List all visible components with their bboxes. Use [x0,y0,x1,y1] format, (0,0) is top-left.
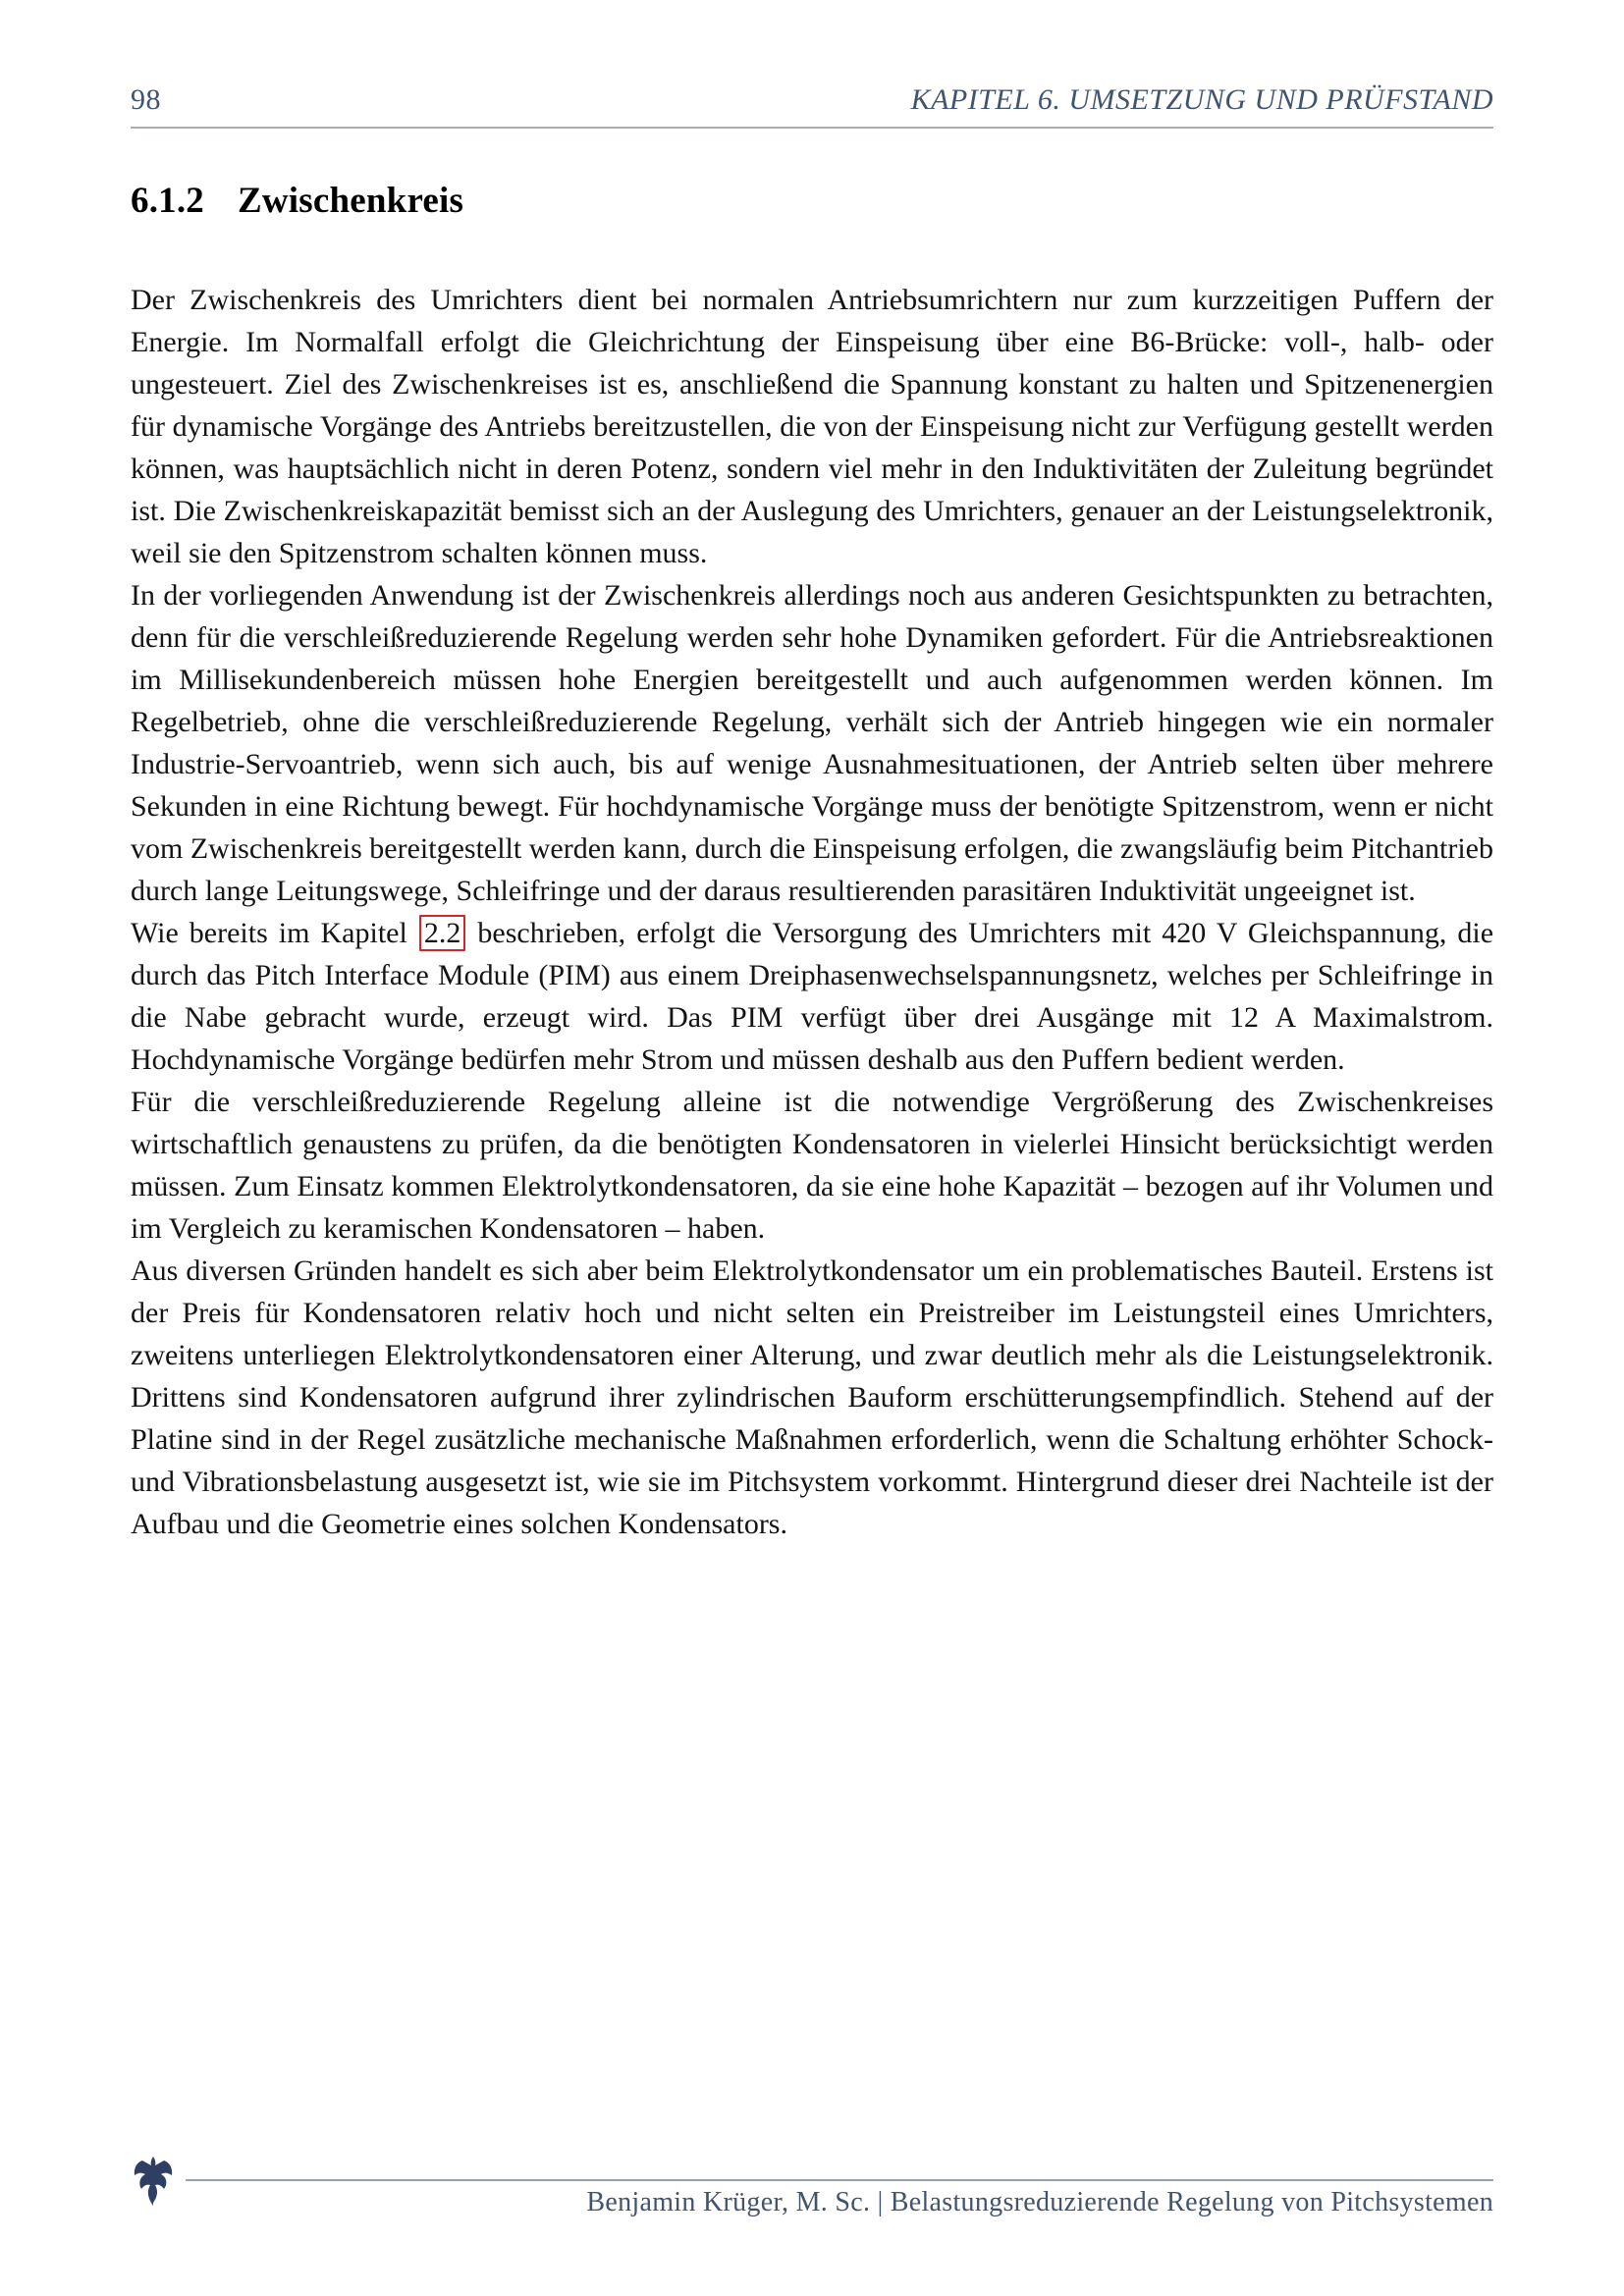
running-chapter-title: KAPITEL 6. UMSETZUNG UND PRÜFSTAND [910,83,1493,116]
header-rule [131,127,1493,129]
chapter-2-2-reference-link[interactable]: 2.2 [419,915,466,951]
section-title: Zwischenkreis [238,181,464,221]
page-number: 98 [131,83,161,116]
footer-rule [186,2179,1493,2181]
body-paragraph-1: Der Zwischenkreis des Umrichters dient bei normalen Antriebsumrichtern nur zum kurzzeitigen Puffern der Energie. Im Normalfall erfolgt die Gleichrichtung der Einspeisung über eine B6-Brücke: voll-, halb- oder ungesteuert. Ziel des Zwischenkreises ist es, anschließend die Spannung konstant zu halten und Spitzenenergien für dynamische Vorgänge des Antriebs bereitzustellen, die von der Einspeisung nicht zur Verfügung gestellt werden können, was hauptsächlich nicht in deren Potenz, sondern viel mehr in den Induktivitäten der Zuleitung begründet ist. Die Zwischenkreiskapazität bemisst sich an der Auslegung des Umrichters, genauer an der Leistungselektronik, weil sie den Spitzenstrom schalten können muss. [131,284,1493,569]
body-paragraph-3 [131,912,1493,1081]
page-footer [131,2155,1493,2239]
body-text [131,279,1493,1545]
paragraph-3-text-before-link: Wie bereits im Kapitel [131,917,418,949]
university-eagle-logo-icon [131,2155,176,2208]
body-paragraph-2: In der vorliegenden Anwendung ist der Zwischenkreis allerdings noch aus anderen Gesichtspunkten zu betrachten, denn für die verschleißreduzierende Regelung werden sehr hohe Dynamiken gefordert. Für die Antriebsreaktionen im Millisekundenbereich müssen hohe Energien bereitgestellt und auch aufgenommen werden können. Im Regelbetrieb, ohne die verschleißreduzierende Regelung, verhält sich der Antrieb hingegen wie ein normaler Industrie-Servoantrieb, wenn sich auch, bis auf wenige Ausnahmesituationen, der Antrieb selten über mehrere Sekunden in eine Richtung bewegt. Für hochdynamische Vorgänge muss der benötigte Spitzenstrom, wenn er nicht vom Zwischenkreis bereitgestellt werden kann, durch die Einspeisung erfolgen, die zwangsläufig beim Pitchantrieb durch lange Leitungswege, Schleifringe und der daraus resultierenden parasitären Induktivität ungeeignet ist. [131,579,1493,907]
body-paragraph-5: Aus diversen Gründen handelt es sich aber beim Elektrolytkondensator um ein problematisches Bauteil. Erstens ist der Preis für Kondensatoren relativ hoch und nicht selten ein Preistreiber im Leistungsteil eines Umrichters, zweitens unterliegen Elektrolytkondensatoren einer Alterung, und zwar deutlich mehr als die Leistungselektronik. Drittens sind Kondensatoren aufgrund ihrer zylindrischen Bauform erschütterungsempfindlich. Stehend auf der Platine sind in der Regel zusätzliche mechanische Maßnahmen erforderlich, wenn die Schaltung erhöhter Schock- und Vibrationsbelastung ausgesetzt ist, wie sie im Pitchsystem vorkommt. Hintergrund dieser drei Nachteile ist der Aufbau und die Geometrie eines solchen Kondensators. [131,1255,1493,1540]
paragraph-3-text-after-link: beschrieben, erfolgt die Versorgung des Umrichters mit 420 V Gleichspannung, die durch das Pitch Interface Module (PIM) aus einem Dreiphasenwechselspannungsnetz, welches per Schleifringe in die Nabe gebracht wurde, erzeugt wird. Das PIM verfügt über drei Ausgänge mit 12 A Maximalstrom. Hochdynamische Vorgänge bedürfen mehr Strom und müssen deshalb aus den Puffern bedient werden. [131,917,1494,1076]
section-heading [131,180,1493,222]
body-paragraph-4: Für die verschleißreduzierende Regelung alleine ist die notwendige Vergrößerung des Zwischenkreises wirtschaftlich genaustens zu prüfen, da die benötigten Kondensatoren in vielerlei Hinsicht berücksichtigt werden müssen. Zum Einsatz kommen Elektrolytkondensatoren, da sie eine hohe Kapazität – bezogen auf ihr Volumen und im Vergleich zu keramischen Kondensatoren – haben. [131,1086,1493,1245]
footer-caption: Benjamin Krüger, M. Sc. | Belastungsreduzierende Regelung von Pitchsystemen [586,2187,1493,2217]
section-number: 6.1.2 [131,181,204,221]
page-header [131,83,1493,117]
